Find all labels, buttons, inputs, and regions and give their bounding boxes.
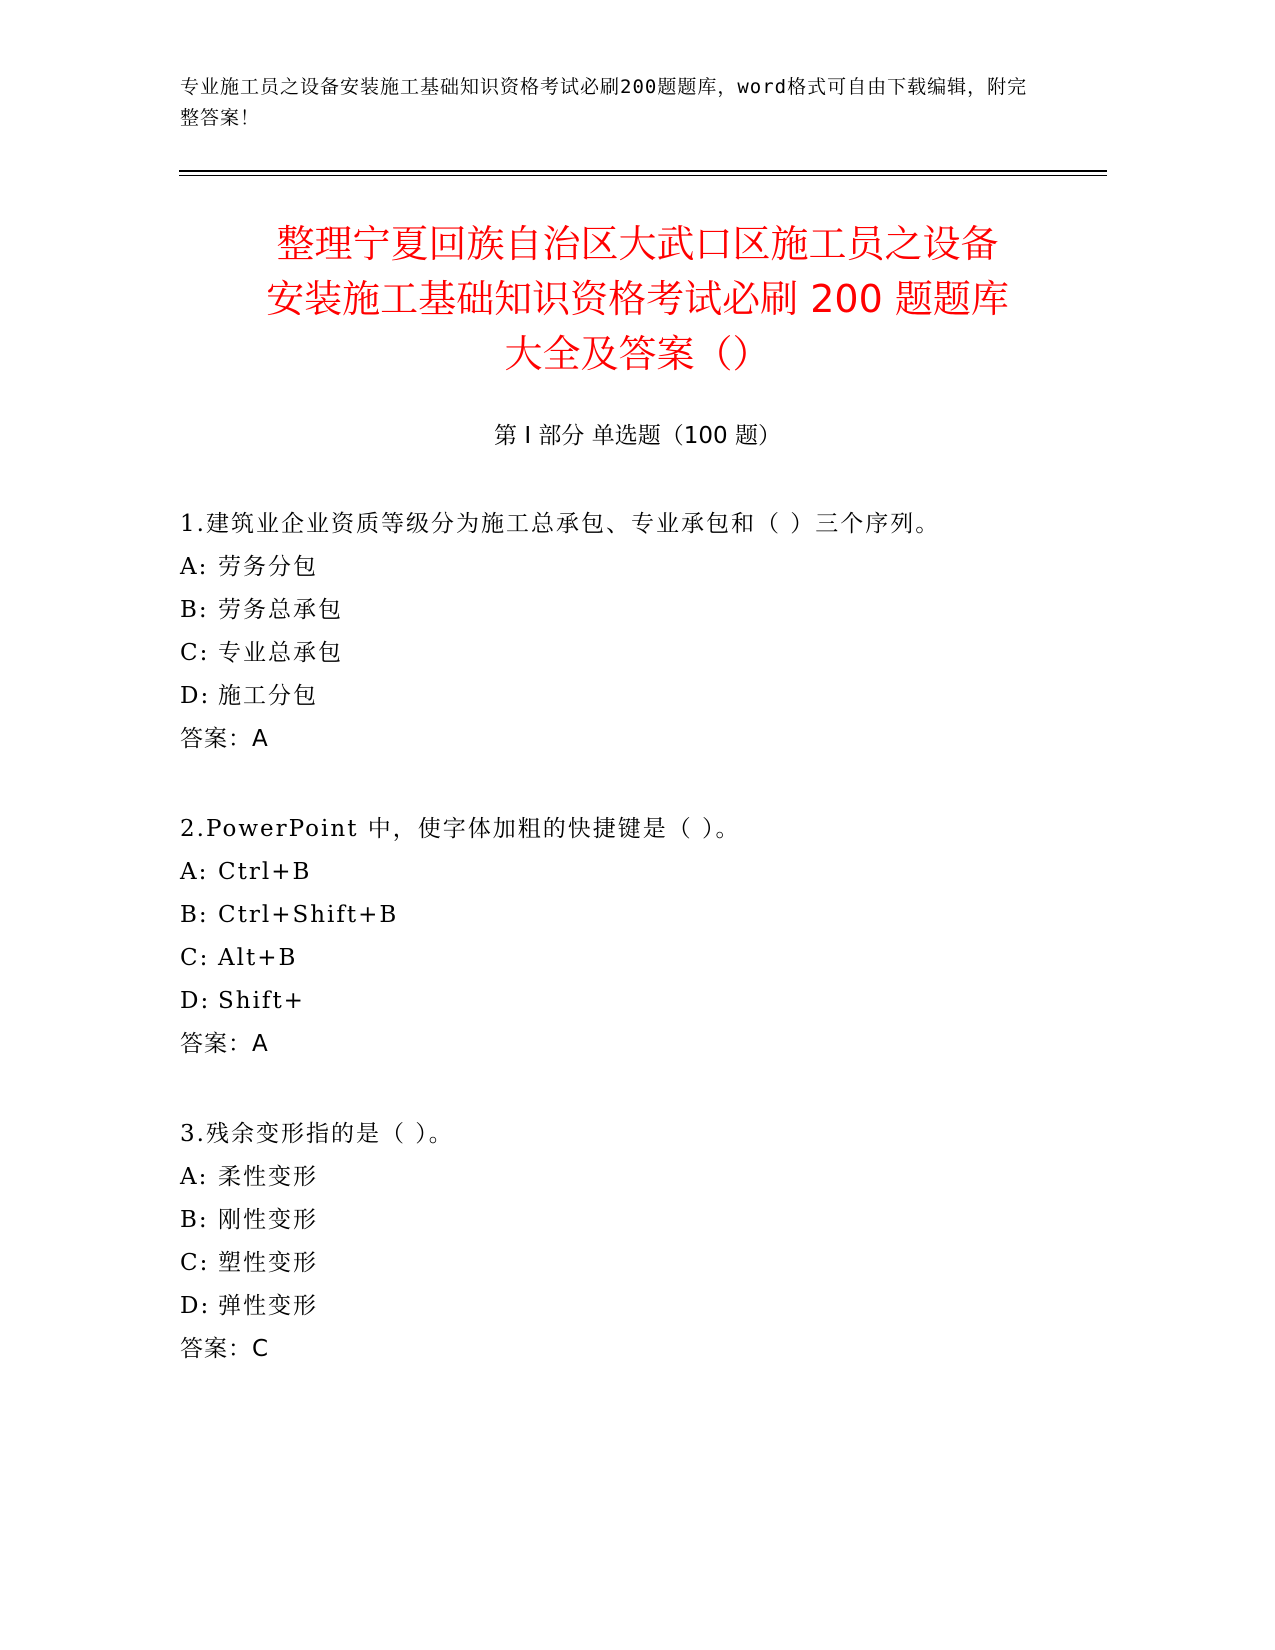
option-text: 柔性变形: [218, 1164, 318, 1190]
answer-label: 答案：A: [180, 726, 269, 752]
option-c: [180, 937, 1100, 980]
document-title-line-2: 安装施工基础知识资格考试必刷 200 题题库: [266, 277, 1009, 321]
option-text: Ctrl+Shift+B: [218, 902, 399, 928]
option-letter: C:: [180, 640, 210, 666]
option-text: 劳务总承包: [218, 597, 343, 623]
option-letter: A:: [180, 1164, 209, 1190]
question-2: [180, 808, 1100, 1066]
header-divider-thin: [179, 175, 1107, 176]
option-text: Shift+: [218, 988, 305, 1014]
option-text: Alt+B: [218, 945, 298, 971]
question-stem: 1.建筑业企业资质等级分为施工总承包、专业承包和（ ）三个序列。: [180, 511, 941, 537]
option-letter: C:: [180, 1250, 210, 1276]
section-title: 第 I 部分 单选题（100 题）: [494, 423, 781, 449]
option-d: [180, 980, 1100, 1023]
option-a: [180, 851, 1100, 894]
question-stem: 2.PowerPoint 中，使字体加粗的快捷键是（ ）。: [180, 816, 741, 842]
option-letter: D:: [180, 1293, 211, 1319]
option-letter: B:: [180, 1207, 209, 1233]
question-3: [180, 1113, 1100, 1371]
option-c: [180, 632, 1100, 675]
option-letter: C:: [180, 945, 210, 971]
option-a: [180, 1156, 1100, 1199]
option-text: 刚性变形: [218, 1207, 318, 1233]
option-text: 专业总承包: [218, 640, 343, 666]
option-letter: A:: [180, 554, 209, 580]
answer-label: 答案：A: [180, 1031, 269, 1057]
header-divider-thick: [179, 170, 1107, 172]
answer-label: 答案：C: [180, 1336, 270, 1362]
option-b: [180, 1199, 1100, 1242]
option-a: [180, 546, 1100, 589]
option-b: [180, 894, 1100, 937]
document-title-line-1: 整理宁夏回族自治区大武口区施工员之设备: [276, 222, 999, 266]
question-stem: 3.残余变形指的是（ ）。: [180, 1121, 454, 1147]
option-text: Ctrl+B: [218, 859, 312, 885]
header-note: 专业施工员之设备安装施工基础知识资格考试必刷200题题库，word格式可自由下载编辑，附完整答案！: [180, 76, 1028, 129]
option-d: [180, 1285, 1100, 1328]
option-letter: B:: [180, 902, 209, 928]
option-letter: D:: [180, 683, 211, 709]
option-letter: A:: [180, 859, 209, 885]
option-text: 弹性变形: [218, 1293, 318, 1319]
option-c: [180, 1242, 1100, 1285]
option-b: [180, 589, 1100, 632]
option-letter: D:: [180, 988, 211, 1014]
document-title: [150, 217, 1125, 382]
question-1: [180, 503, 1100, 761]
option-letter: B:: [180, 597, 209, 623]
document-title-line-3: 大全及答案（）: [504, 332, 771, 376]
option-d: [180, 675, 1100, 718]
option-text: 塑性变形: [218, 1250, 318, 1276]
option-text: 劳务分包: [218, 554, 318, 580]
option-text: 施工分包: [218, 683, 318, 709]
